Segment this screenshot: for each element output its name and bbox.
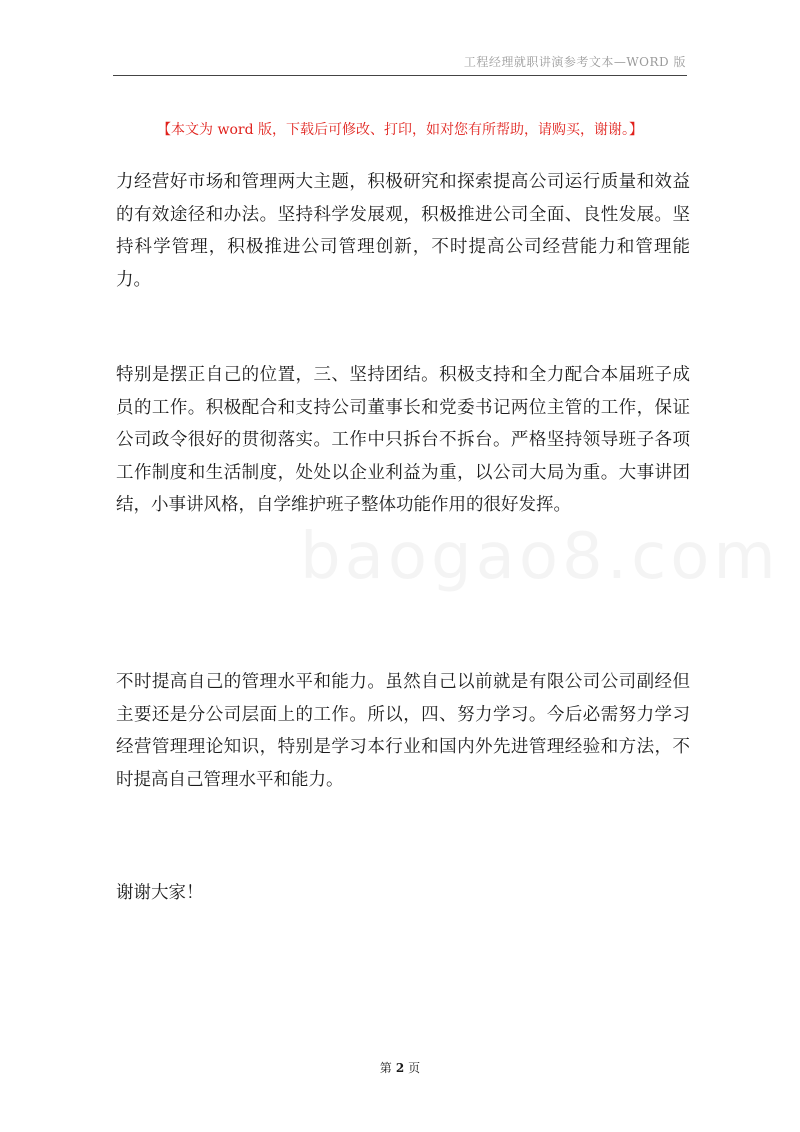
- running-header: 工程经理就职讲演参考文本—WORD 版: [463, 55, 686, 69]
- page-number: 2: [395, 1061, 405, 1075]
- page-suffix: 页: [408, 1061, 421, 1075]
- paragraph-1: 力经营好市场和管理两大主题，积极研究和探索提高公司运行质量和效益的有效途径和办法。坚持科学发展观，积极推进公司全面、良性发展。坚持科学管理，积极推进公司管理创新，不时提高公司经营能力和管理能力。: [116, 172, 690, 290]
- page-prefix: 第: [379, 1061, 392, 1075]
- paragraph-3: 不时提高自己的管理水平和能力。虽然自己以前就是有限公司公司副经但主要还是分公司层面上的工作。所以，四、努力学习。今后必需努力学习经营管理理论知识，特别是学习本行业和国内外先进管理经验和方法，不时提高自己管理水平和能力。: [116, 672, 690, 790]
- header-divider: [113, 75, 687, 76]
- paragraph-2: 特别是摆正自己的位置，三、坚持团结。积极支持和全力配合本届班子成员的工作。积极配合和支持公司董事长和党委书记两位主管的工作，保证公司政令很好的贯彻落实。工作中只拆台不拆台。严格坚持领导班子各项工作制度和生活制度，处处以企业利益为重，以公司大局为重。大事讲团结，小事讲风格，自学维护班子整体功能作用的很好发挥。: [116, 365, 690, 515]
- download-notice: 【本文为 word 版，下载后可修改、打印，如对您有所帮助，请购买，谢谢。】: [157, 122, 643, 138]
- paragraph-4: 谢谢大家！: [116, 883, 204, 903]
- watermark: [300, 520, 780, 594]
- page-footer: [0, 1059, 800, 1076]
